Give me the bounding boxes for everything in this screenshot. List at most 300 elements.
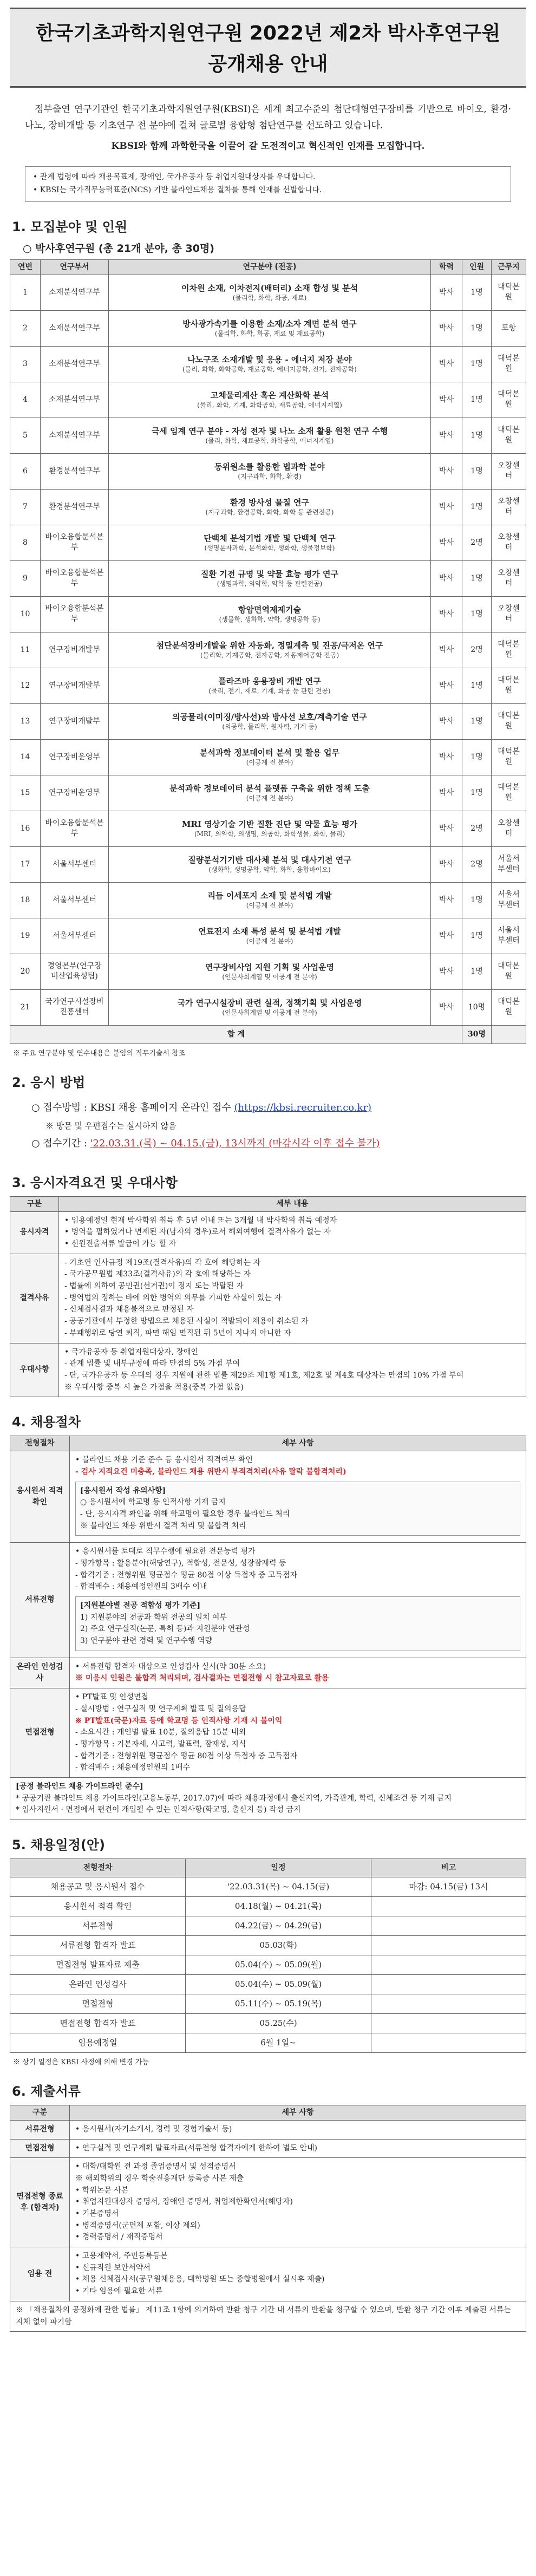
documents-item: • 기본증명서 xyxy=(75,2209,119,2219)
position-major: (생물학, 생화학, 약학, 생명공학 등) xyxy=(219,616,321,624)
schedule-step: 임용예정일 xyxy=(10,2033,186,2053)
col-kind: 전형절차 xyxy=(10,1436,70,1451)
schedule-note xyxy=(371,1975,526,1994)
section1-footnote: ※ 주요 연구분야 및 연수내용은 붙임의 직무기술서 참조 xyxy=(13,1049,186,1058)
procedure-kind: 면접전형 xyxy=(10,1688,70,1778)
method-label: ○ 접수방법 : KBSI 채용 홈페이지 온라인 접수 xyxy=(31,1101,231,1113)
blind-note-title: [공정 블라인드 채용 가이드라인 준수] xyxy=(16,1782,143,1791)
procedure-row xyxy=(10,1451,526,1543)
position-area-cell xyxy=(109,632,431,668)
position-dept: 바이오융합분석본부 xyxy=(41,811,109,846)
qualification-detail xyxy=(59,1343,526,1397)
apply-method xyxy=(10,1096,526,1158)
position-num: 1명 xyxy=(462,382,492,418)
procedure-item: - 합격기준 : 전형위원 평균점수 평균 80점 이상 득점자 중 고득점자 xyxy=(75,1751,297,1760)
position-edu: 박사 xyxy=(431,310,462,346)
schedule-step: 채용공고 및 응시원서 접수 xyxy=(10,1877,186,1897)
position-edu: 박사 xyxy=(431,382,462,418)
col-dept: 연구부서 xyxy=(41,259,109,275)
position-row xyxy=(10,739,526,775)
qualification-list xyxy=(64,1215,520,1250)
schedule-note xyxy=(371,2033,526,2053)
position-no: 10 xyxy=(10,596,41,632)
documents-kind: 임용 전 xyxy=(10,2247,70,2301)
schedule-date: 04.18(월) ~ 04.21(목) xyxy=(186,1897,371,1916)
col-date: 일정 xyxy=(186,1859,371,1877)
procedure-detail xyxy=(70,1543,526,1658)
qualification-item: - 국가공무원법 제33조(결격사유)의 각 호에 해당하는 자 xyxy=(64,1270,251,1279)
schedule-row xyxy=(10,2033,526,2053)
position-edu: 박사 xyxy=(431,418,462,453)
position-num: 1명 xyxy=(462,346,492,382)
position-area-cell xyxy=(109,811,431,846)
position-area: 첨단분석장비개발을 위한 자동화, 정밀계측 및 진공/극저온 연구 xyxy=(156,641,383,651)
col-num: 인원 xyxy=(462,259,492,275)
position-dept: 소재분석연구부 xyxy=(41,275,109,310)
position-area-cell xyxy=(109,525,431,560)
documents-item: • 연구실적 및 연구계획 발표자료(서류전형 합격자에게 한하여 별도 안내) xyxy=(75,2143,317,2153)
position-edu: 박사 xyxy=(431,346,462,382)
position-row xyxy=(10,918,526,954)
position-edu: 박사 xyxy=(431,811,462,846)
position-no: 15 xyxy=(10,775,41,811)
position-edu: 박사 xyxy=(431,275,462,310)
qualification-row xyxy=(10,1343,526,1397)
position-num: 1명 xyxy=(462,668,492,703)
position-edu: 박사 xyxy=(431,668,462,703)
position-major: (생화학, 생명공학, 약학, 화학, 융합바이오) xyxy=(208,866,331,874)
documents-list xyxy=(75,2161,520,2244)
procedure-item: ※ PT발표(국문)자료 등에 학교명 등 인적사항 기재 시 불이익 xyxy=(75,1716,283,1725)
position-dept: 바이오융합분석본부 xyxy=(41,596,109,632)
section3-title: 3. 응시자격요건 및 우대사항 xyxy=(12,1175,178,1190)
position-num: 10명 xyxy=(462,989,492,1025)
position-no: 9 xyxy=(10,560,41,596)
position-loc: 서울서부센터 xyxy=(492,918,526,954)
intro-note: • 관계 법령에 따라 채용목표제, 장애인, 국가유공자 등 취업지원대상자를 우대합니다. xyxy=(33,173,316,182)
position-row xyxy=(10,382,526,418)
qualification-item: - 기초연 인사규정 제19조(결격사유)의 각 호에 해당하는 자 xyxy=(64,1258,261,1267)
documents-detail xyxy=(70,2247,526,2301)
page-title: 한국기초과학지원연구원 2022년 제2차 박사후연구원 xyxy=(35,22,501,44)
procedure-row xyxy=(10,1658,526,1688)
position-edu: 박사 xyxy=(431,453,462,489)
schedule-step: 서류전형 xyxy=(10,1916,186,1936)
documents-row xyxy=(10,2158,526,2247)
position-major: (인문사회계열 및 이공계 전 분야) xyxy=(222,1009,317,1017)
position-area: 방사광가속기를 이용한 소재/소자 계면 분석 연구 xyxy=(182,319,357,329)
position-area-cell xyxy=(109,739,431,775)
position-loc: 대덕본원 xyxy=(492,275,526,310)
section1-title: 1. 모집분야 및 인원 xyxy=(12,219,128,234)
position-area-cell xyxy=(109,453,431,489)
blind-note: * 공공기관 블라인드 채용 가이드라인(고용노동부, 2017.07)에 따라 채용과정에서 출신지역, 가족관계, 학력, 신체조건 등 기재 금지 xyxy=(16,1794,452,1803)
section4-title: 4. 채용절차 xyxy=(12,1414,81,1430)
schedule-date: 05.04(수) ~ 05.09(월) xyxy=(186,1975,371,1994)
position-row xyxy=(10,989,526,1025)
positions-header-row xyxy=(10,259,526,275)
total-value: 30명 xyxy=(462,1025,492,1044)
position-no: 5 xyxy=(10,418,41,453)
documents-row xyxy=(10,2139,526,2158)
position-no: 8 xyxy=(10,525,41,560)
total-row xyxy=(10,1025,526,1044)
position-major: (이공계 전 분야) xyxy=(246,902,293,910)
position-loc: 서울서부센터 xyxy=(492,846,526,882)
recruit-link[interactable]: (https://kbsi.recruiter.co.kr) xyxy=(234,1101,372,1113)
position-major: (인문사회계열 및 이공계 전 분야) xyxy=(222,973,317,981)
position-area: 단백체 분석기법 개발 및 단백체 연구 xyxy=(204,533,336,544)
position-no: 1 xyxy=(10,275,41,310)
position-num: 1명 xyxy=(462,560,492,596)
qualification-item: - 단, 국가유공자 등 우대의 경우 지원에 관한 법률 제29조 제1항 제1호, 제2호 및 제4호 대상자는 만점의 10% 가점 부여 xyxy=(64,1371,464,1380)
position-dept: 국가연구시설장비진흥센터 xyxy=(41,989,109,1025)
position-num: 1명 xyxy=(462,596,492,632)
schedule-date: 05.03(화) xyxy=(186,1936,371,1955)
schedule-note xyxy=(371,1936,526,1955)
position-no: 4 xyxy=(10,382,41,418)
position-dept: 서울서부센터 xyxy=(41,918,109,954)
schedule-step: 면접전형 xyxy=(10,1994,186,2014)
position-area: 분석과학 정보데이터 분석 및 활용 업무 xyxy=(200,748,339,758)
procedure-box-item: 1) 지원분야의 전공과 학위 전공의 일치 여부 xyxy=(80,1613,227,1622)
period-label: ○ 접수기간 : xyxy=(31,1137,90,1149)
schedule-note xyxy=(371,1994,526,2014)
qualification-list xyxy=(64,1257,520,1340)
position-loc: 오창센터 xyxy=(492,489,526,525)
col-edu: 학력 xyxy=(431,259,462,275)
procedure-item: - 소요시간 : 개인별 발표 10분, 질의응답 15분 내외 xyxy=(75,1728,246,1737)
position-num: 1명 xyxy=(462,703,492,739)
position-row xyxy=(10,775,526,811)
procedure-item: • 블라인드 채용 기준 준수 등 응시원서 적격여부 확인 xyxy=(75,1456,253,1465)
procedure-item: - 합격배수 : 채용예정인원의 3배수 이내 xyxy=(75,1582,207,1592)
position-num: 1명 xyxy=(462,310,492,346)
position-area: 질환 기전 규명 및 약물 효능 평가 연구 xyxy=(201,569,338,579)
position-major: (지구과학, 화학, 환경) xyxy=(238,473,302,481)
procedure-list xyxy=(75,1692,520,1774)
position-dept: 경영본부(연구장비산업육성팀) xyxy=(41,954,109,989)
position-num: 1명 xyxy=(462,954,492,989)
qualification-kind: 우대사항 xyxy=(10,1343,59,1397)
position-dept: 연구장비개발부 xyxy=(41,703,109,739)
documents-row xyxy=(10,2120,526,2139)
position-area: MRI 영상기술 기반 질환 진단 및 약물 효능 평가 xyxy=(181,819,358,830)
position-major: (물리학, 기계공학, 전자공학, 자동제어공학 전공) xyxy=(200,651,339,660)
documents-item: ※ 해외학위의 경우 학술진흥재단 등록증 사본 제출 xyxy=(75,2174,244,2183)
position-row xyxy=(10,811,526,846)
schedule-note xyxy=(371,1916,526,1936)
documents-item: • 채용 신체검사서(공무원채용용, 대학병원 또는 종합병원에서 실시후 제출) xyxy=(75,2275,325,2284)
position-dept: 소재분석연구부 xyxy=(41,346,109,382)
position-edu: 박사 xyxy=(431,489,462,525)
position-area-cell xyxy=(109,846,431,882)
section5-title: 5. 채용일정(안) xyxy=(12,1837,106,1853)
procedure-box-item: ※ 블라인드 채용 위반시 결격 처리 및 불합격 처리 xyxy=(80,1521,246,1530)
position-major: (생명분자과학, 분석화학, 생화학, 생물정보학) xyxy=(204,544,335,552)
position-major: (의공학, 물리학, 원자력, 기계 등) xyxy=(222,723,317,731)
position-row xyxy=(10,560,526,596)
position-dept: 바이오융합분석본부 xyxy=(41,560,109,596)
position-row xyxy=(10,525,526,560)
position-dept: 연구장비운영부 xyxy=(41,775,109,811)
documents-detail xyxy=(70,2158,526,2247)
position-edu: 박사 xyxy=(431,525,462,560)
position-row xyxy=(10,489,526,525)
schedule-date: 6월 1일~ xyxy=(186,2033,371,2053)
position-area-cell xyxy=(109,418,431,453)
position-loc: 오창센터 xyxy=(492,596,526,632)
qualification-row xyxy=(10,1254,526,1343)
position-dept: 환경분석연구부 xyxy=(41,489,109,525)
qualification-row xyxy=(10,1211,526,1254)
position-major: (물리, 전기, 재료, 기계, 화공 등 관련 전공) xyxy=(208,687,331,695)
position-dept: 소재분석연구부 xyxy=(41,418,109,453)
position-edu: 박사 xyxy=(431,739,462,775)
position-row xyxy=(10,418,526,453)
position-major: (이공계 전 분야) xyxy=(246,794,293,803)
procedure-table xyxy=(10,1436,526,1820)
qualification-detail xyxy=(59,1211,526,1254)
col-loc: 근무지 xyxy=(492,259,526,275)
position-num: 1명 xyxy=(462,489,492,525)
position-no: 21 xyxy=(10,989,41,1025)
intro-paragraph: 정부출연 연구기관인 한국기초과학지원연구원(KBSI)은 세계 최고수준의 첨단대형연구장비를 기반으로 바이오, 환경·나노, 장비개발 등 기초연구 전 분야에 걸쳐 글로벌 융합형 첨단연구를 선도하고 있습니다. xyxy=(25,104,511,131)
position-major: (물리학, 화학, 화공, 재료 및 재료공학) xyxy=(214,330,325,338)
position-edu: 박사 xyxy=(431,882,462,918)
position-loc: 대덕본원 xyxy=(492,739,526,775)
intro xyxy=(10,88,526,161)
col-kind: 구분 xyxy=(10,1196,59,1211)
documents-item: • 고용계약서, 주민등록등본 xyxy=(75,2252,168,2261)
position-area-cell xyxy=(109,775,431,811)
position-area-cell xyxy=(109,882,431,918)
position-dept: 환경분석연구부 xyxy=(41,453,109,489)
position-loc: 대덕본원 xyxy=(492,668,526,703)
position-area-cell xyxy=(109,954,431,989)
procedure-box-item: 3) 연구분야 관련 경력 및 연구수행 역량 xyxy=(80,1636,212,1646)
position-dept: 서울서부센터 xyxy=(41,882,109,918)
position-loc: 포항 xyxy=(492,310,526,346)
position-area-cell xyxy=(109,668,431,703)
qualification-item: ※ 우대사항 중복 시 높은 가점을 적용(중복 가점 없음) xyxy=(64,1382,244,1392)
position-no: 14 xyxy=(10,739,41,775)
schedule-row xyxy=(10,1916,526,1936)
position-loc: 대덕본원 xyxy=(492,382,526,418)
position-loc: 대덕본원 xyxy=(492,632,526,668)
position-edu: 박사 xyxy=(431,703,462,739)
procedure-item: • 응시원서를 토대로 직무수행에 필요한 전문능력 평가 xyxy=(75,1547,256,1556)
intro-strong: KBSI와 함께 과학한국을 이끌어 갈 도전적이고 혁신적인 인재를 모집합니다. xyxy=(111,140,425,152)
position-area-cell xyxy=(109,346,431,382)
procedure-list xyxy=(75,1546,520,1593)
schedule-row xyxy=(10,2014,526,2033)
documents-item: • 병적증명서(군면제 포함, 이상 제외) xyxy=(75,2221,200,2230)
blind-note: * 입사지원서 · 면접에서 편견이 개입될 수 있는 인적사항(학교명, 출신지 등) 작성 금지 xyxy=(16,1805,301,1815)
schedule-date: '22.03.31(목) ~ 04.15(금) xyxy=(186,1877,371,1897)
qualification-table xyxy=(10,1196,526,1398)
position-area: 동위원소를 활용한 법과학 분야 xyxy=(214,462,325,472)
qualification-item: - 병역법의 정하는 바에 의한 병역의 의무를 기피한 사실이 있는 자 xyxy=(64,1293,282,1302)
col-detail: 세부 내용 xyxy=(59,1196,526,1211)
position-row xyxy=(10,882,526,918)
procedure-item: - 실시방법 : 연구실적 및 연구계획 발표 및 질의응답 xyxy=(75,1704,246,1713)
documents-item: • 경력증명서 / 재직증명서 xyxy=(75,2233,163,2242)
position-no: 13 xyxy=(10,703,41,739)
documents-list xyxy=(75,2124,520,2136)
position-loc: 오창센터 xyxy=(492,560,526,596)
schedule-row xyxy=(10,1897,526,1916)
position-edu: 박사 xyxy=(431,632,462,668)
procedure-box-item: ○ 응시원서에 학교명 등 인적사항 기재 금지 xyxy=(80,1498,226,1507)
position-area-cell xyxy=(109,989,431,1025)
position-no: 2 xyxy=(10,310,41,346)
position-dept: 바이오융합분석본부 xyxy=(41,525,109,560)
position-row xyxy=(10,275,526,310)
schedule-table xyxy=(10,1858,526,2053)
schedule-step: 면접전형 합격자 발표 xyxy=(10,2014,186,2033)
position-loc: 대덕본원 xyxy=(492,418,526,453)
position-no: 18 xyxy=(10,882,41,918)
position-area-cell xyxy=(109,703,431,739)
section2-title: 2. 응시 방법 xyxy=(12,1074,86,1090)
schedule-row xyxy=(10,1955,526,1975)
period-value: '22.03.31.(목) ~ 04.15.(금), 13시까지 (마감시각 이후 접수 불가) xyxy=(90,1137,380,1149)
position-no: 6 xyxy=(10,453,41,489)
position-row xyxy=(10,346,526,382)
schedule-note xyxy=(371,1955,526,1975)
documents-kind: 서류전형 xyxy=(10,2120,70,2139)
total-empty xyxy=(492,1025,526,1044)
position-no: 11 xyxy=(10,632,41,668)
col-detail: 세부 사항 xyxy=(70,2105,526,2121)
documents-detail xyxy=(70,2139,526,2158)
position-dept: 연구장비개발부 xyxy=(41,668,109,703)
procedure-box xyxy=(75,1596,520,1651)
schedule-step: 응시원서 적격 확인 xyxy=(10,1897,186,1916)
position-num: 1명 xyxy=(462,918,492,954)
procedure-item: - 검사 지적요건 미충족, 블라인드 채용 위반시 부적격처리(사유 탈락 불합격처리) xyxy=(75,1467,347,1476)
qualification-item: - 신체검사결과 채용불적으로 판정된 자 xyxy=(64,1305,194,1314)
procedure-item: • PT발표 및 인성면접 xyxy=(75,1693,149,1702)
schedule-step: 서류전형 합격자 발표 xyxy=(10,1936,186,1955)
position-no: 16 xyxy=(10,811,41,846)
position-edu: 박사 xyxy=(431,989,462,1025)
position-major: (이공계 전 분야) xyxy=(246,937,293,945)
qualification-item: - 공공기관에서 부정한 방법으로 채용된 사실이 적발되어 채용이 취소된 자 xyxy=(64,1317,309,1326)
position-area-cell xyxy=(109,560,431,596)
qualification-kind: 응시자격 xyxy=(10,1211,59,1254)
position-area: 의공물리(이미징/방사선)와 방사선 보호/계측기술 연구 xyxy=(172,712,367,722)
position-num: 1명 xyxy=(462,275,492,310)
position-major: (이공계 전 분야) xyxy=(246,759,293,767)
section5-footnote: ※ 상기 일정은 KBSI 사정에 의해 변경 가능 xyxy=(13,2058,149,2067)
position-area: 분석과학 정보데이터 분석 플랫폼 구축을 위한 정책 도출 xyxy=(169,784,370,794)
method-note: ※ 방문 및 우편접수는 실시하지 않음 xyxy=(45,1120,177,1131)
procedure-row xyxy=(10,1688,526,1778)
qualification-item: - 법률에 의하여 공민권(선거권)이 정지 또는 박탈된 자 xyxy=(64,1282,244,1291)
qualification-item: • 국가유공자 등 취업지원대상자, 장애인 xyxy=(64,1347,198,1357)
procedure-kind: 응시원서 적격 확인 xyxy=(10,1451,70,1543)
schedule-date: 05.25(수) xyxy=(186,2014,371,2033)
position-num: 1명 xyxy=(462,418,492,453)
position-edu: 박사 xyxy=(431,954,462,989)
position-area-cell xyxy=(109,310,431,346)
position-no: 19 xyxy=(10,918,41,954)
schedule-date: 05.04(수) ~ 05.09(월) xyxy=(186,1955,371,1975)
position-area: 항암면역제제기술 xyxy=(238,605,301,615)
position-major: (물리, 화학, 기계, 화학공학, 재료공학, 에너지계열) xyxy=(197,401,342,409)
position-area-cell xyxy=(109,275,431,310)
position-no: 20 xyxy=(10,954,41,989)
notice-header xyxy=(10,8,526,88)
position-dept: 서울서부센터 xyxy=(41,846,109,882)
documents-table xyxy=(10,2105,526,2332)
position-area: 극세 임계 연구 분야 - 자성 전자 및 나노 소재 활용 원천 연구 수행 xyxy=(151,426,388,436)
position-num: 1명 xyxy=(462,882,492,918)
position-row xyxy=(10,453,526,489)
position-area: 연료전지 소재 특성 분석 및 분석법 개발 xyxy=(198,927,341,937)
schedule-step: 온라인 인성검사 xyxy=(10,1975,186,1994)
qualification-item: • 임용예정일 현재 박사학위 취득 후 5년 이내 또는 3개월 내 박사학위 취득 예정자 xyxy=(64,1216,337,1225)
position-area: 고체물리계산 혹은 계산화학 분석 xyxy=(210,390,329,401)
qualification-item: - 부패행위로 당연 퇴직, 파면 해임 면직된 뒤 5년이 지나지 아니한 자 xyxy=(64,1328,291,1338)
position-loc: 오창센터 xyxy=(492,525,526,560)
schedule-note xyxy=(371,2014,526,2033)
position-edu: 박사 xyxy=(431,560,462,596)
position-row xyxy=(10,310,526,346)
schedule-note xyxy=(371,1897,526,1916)
qualification-list xyxy=(64,1347,520,1394)
position-edu: 박사 xyxy=(431,775,462,811)
position-edu: 박사 xyxy=(431,846,462,882)
position-dept: 소재분석연구부 xyxy=(41,310,109,346)
procedure-item: - 평가항목 : 활용분야(해당연구), 적합성, 전문성, 성장잠재력 등 xyxy=(75,1558,286,1568)
position-area-cell xyxy=(109,489,431,525)
position-num: 2명 xyxy=(462,846,492,882)
position-area-cell xyxy=(109,918,431,954)
position-num: 1명 xyxy=(462,739,492,775)
col-detail: 세부 사항 xyxy=(70,1436,526,1451)
position-loc: 대덕본원 xyxy=(492,954,526,989)
position-row xyxy=(10,846,526,882)
documents-row xyxy=(10,2247,526,2301)
position-loc: 대덕본원 xyxy=(492,703,526,739)
schedule-step: 면접전형 발표자료 제출 xyxy=(10,1955,186,1975)
position-no: 7 xyxy=(10,489,41,525)
qualification-detail xyxy=(59,1254,526,1343)
position-loc: 오창센터 xyxy=(492,453,526,489)
position-area: 국가 연구시설장비 관련 실적, 정책기획 및 사업운영 xyxy=(177,998,362,1008)
position-num: 1명 xyxy=(462,775,492,811)
position-major: (MRI, 의약학, 의생명, 의공학, 화학생물, 화학, 물리) xyxy=(194,830,345,838)
col-area: 연구분야 (전공) xyxy=(109,259,431,275)
schedule-note: 마감: 04.15(금) 13시 xyxy=(371,1877,526,1897)
position-row xyxy=(10,703,526,739)
position-major: (물리, 화학, 재료공학, 화학공학, 에너지계열) xyxy=(205,437,334,445)
total-label: 합 계 xyxy=(10,1025,462,1044)
procedure-list xyxy=(75,1661,520,1685)
col-note: 비고 xyxy=(371,1859,526,1877)
documents-detail xyxy=(70,2120,526,2139)
position-area-cell xyxy=(109,382,431,418)
procedure-box-item: - 단, 응시자격 확인을 위해 학교명이 필요한 경우 블라인드 처리 xyxy=(80,1509,290,1518)
schedule-row xyxy=(10,1975,526,1994)
position-area: 리듬 이세포지 소재 및 분석법 개발 xyxy=(207,891,332,901)
documents-kind: 면접전형 종료 후 (합격자) xyxy=(10,2158,70,2247)
documents-list xyxy=(75,2251,520,2298)
position-area: 연구장비사업 지원 기획 및 사업운영 xyxy=(205,962,335,973)
